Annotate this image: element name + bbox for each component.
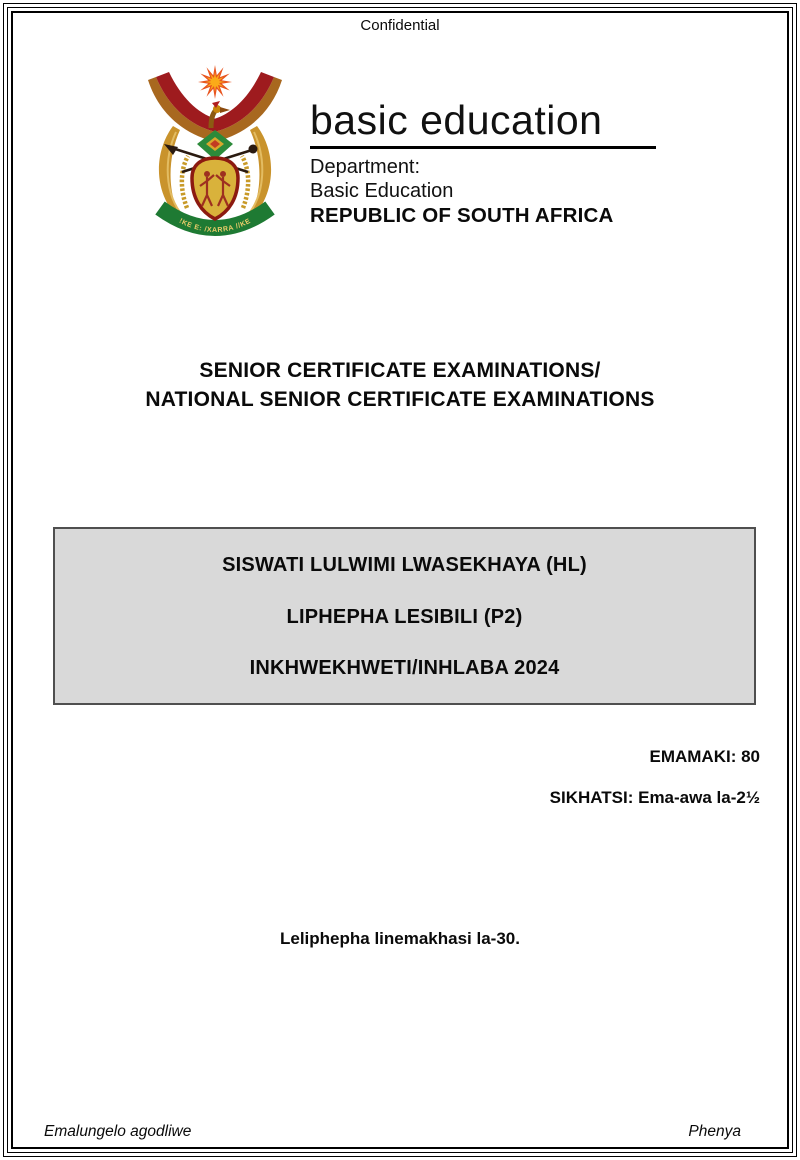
country-name: REPUBLIC OF SOUTH AFRICA	[310, 204, 614, 227]
logo-motto-text: !KE E: /XARRA //KE	[177, 217, 253, 235]
paper-name: LIPHEPHA LESIBILI (P2)	[286, 605, 523, 628]
pages-note: Leliphepha linemakhasi la-30.	[280, 929, 520, 948]
coat-of-arms-icon	[140, 62, 290, 247]
exam-heading-line1: SENIOR CERTIFICATE EXAMINATIONS/	[199, 359, 601, 382]
department-label: Department:	[310, 156, 421, 178]
marks-line: EMAMAKI: 80	[649, 747, 760, 766]
department-wordmark	[310, 97, 690, 228]
brand-title: basic education	[310, 97, 603, 143]
exam-heading	[0, 356, 800, 414]
time-line: SIKHATSI: Ema-awa la-2½	[549, 788, 760, 807]
footer-copyright: Emalungelo agodliwe	[44, 1123, 192, 1140]
subject-name: SISWATI LULWIMI LWASEKHAYA (HL)	[222, 554, 587, 576]
exam-details	[550, 747, 760, 808]
footer-turn-over: Phenya	[688, 1123, 741, 1140]
exam-heading-line2: NATIONAL SENIOR CERTIFICATE EXAMINATIONS	[145, 388, 655, 411]
brand-underline	[310, 146, 656, 149]
subject-box	[53, 527, 756, 705]
coat-of-arms-logo	[140, 62, 290, 252]
exam-session: INKHWEKHWETI/INHLABA 2024	[249, 657, 560, 679]
confidential-label: Confidential	[360, 17, 440, 34]
department-name: Basic Education	[310, 180, 454, 202]
